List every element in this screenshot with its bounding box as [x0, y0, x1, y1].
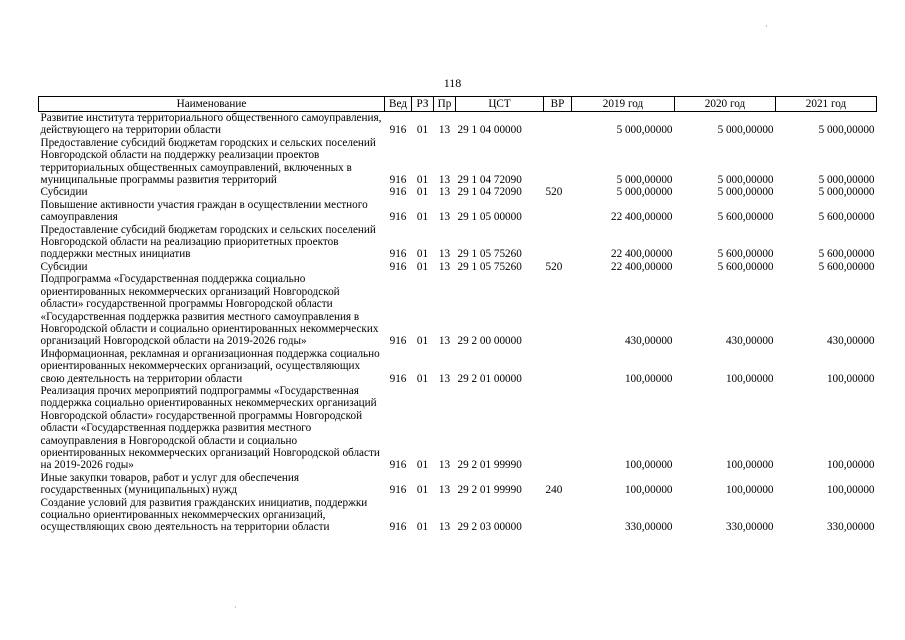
- cell-cst: 29 1 04 72090: [457, 186, 522, 199]
- scan-mark: ·: [765, 22, 768, 31]
- cell-vr: [544, 224, 572, 261]
- cell-y2021: 5 600,00000: [818, 260, 875, 273]
- cell-cst: 29 2 01 99990: [457, 484, 522, 497]
- cell-cst: 29 1 05 75260: [457, 248, 522, 261]
- cell-name: Подпрограмма «Государственная поддержка социально ориентированных некоммерческих организаций Новгородской области» государственной программы Новгородской области «Государственная поддержка развития местного самоуправления в Новгородской области и социально ориентированных некоммерческих организаций Новгородской области на 2019-2026 годы»: [40, 273, 379, 348]
- cell-y2021: 430,00000: [826, 335, 875, 348]
- cell-y2019: 100,00000: [624, 372, 673, 385]
- cell-y2019: 430,00000: [624, 335, 673, 348]
- cell-y2020: 5 600,00000: [717, 260, 774, 273]
- cell-cst: 29 1 05 00000: [457, 211, 522, 224]
- cell-y2019: 100,00000: [624, 484, 673, 497]
- cell-y2020: 5 000,00000: [717, 124, 774, 137]
- cell-y2021: 5 000,00000: [818, 174, 875, 187]
- table-row: [39, 385, 877, 472]
- cell-rz: 01: [416, 186, 429, 199]
- cell-y2020: 100,00000: [725, 372, 774, 385]
- cell-rz: 01: [416, 124, 429, 137]
- cell-pr: 13: [438, 124, 451, 137]
- column-header-2020: 2020 год: [675, 97, 776, 112]
- cell-rz: 01: [416, 521, 429, 534]
- cell-vr: [544, 112, 572, 137]
- column-header-name: Наименование: [39, 97, 385, 112]
- cell-ved: 916: [389, 174, 407, 187]
- cell-ved: 916: [389, 124, 407, 137]
- table-row: [39, 261, 877, 273]
- cell-pr: 13: [438, 248, 451, 261]
- table-row: [39, 112, 877, 137]
- cell-vr: 520: [545, 260, 563, 273]
- table-header-row: [39, 97, 877, 112]
- cell-cst: 29 1 04 72090: [457, 174, 522, 187]
- table-row: [39, 186, 877, 198]
- budget-table: [38, 96, 877, 534]
- cell-y2020: 430,00000: [725, 335, 774, 348]
- cell-y2021: 5 000,00000: [818, 124, 875, 137]
- cell-y2020: 330,00000: [725, 521, 774, 534]
- cell-name: Информационная, рекламная и организационная поддержка социально ориентированных некоммерческих организаций, осуществляющих свою деятельность на территории области: [40, 347, 380, 385]
- scan-mark: ·: [234, 603, 237, 612]
- cell-y2020: 100,00000: [725, 484, 774, 497]
- table-body: [39, 112, 877, 534]
- cell-rz: 01: [416, 248, 429, 261]
- cell-y2020: 5 000,00000: [717, 186, 774, 199]
- cell-y2020: 5 000,00000: [717, 174, 774, 187]
- table-row: [39, 199, 877, 224]
- cell-y2019: 5 000,00000: [616, 124, 673, 137]
- column-header-vr: ВР: [544, 97, 572, 112]
- table-row: [39, 224, 877, 261]
- cell-y2019: 22 400,00000: [610, 211, 673, 224]
- cell-cst: 29 2 01 00000: [457, 372, 522, 385]
- cell-rz: 01: [416, 260, 429, 273]
- column-header-2021: 2021 год: [776, 97, 877, 112]
- cell-vr: [544, 497, 572, 534]
- column-header-rz: РЗ: [412, 97, 434, 112]
- cell-ved: 916: [389, 186, 407, 199]
- cell-pr: 13: [438, 484, 451, 497]
- table-row: [39, 497, 877, 534]
- cell-pr: 13: [438, 174, 451, 187]
- cell-pr: 13: [438, 372, 451, 385]
- cell-y2019: 5 000,00000: [616, 186, 673, 199]
- cell-rz: 01: [416, 174, 429, 187]
- column-header-cst: ЦСТ: [456, 97, 544, 112]
- cell-y2021: 100,00000: [826, 459, 875, 472]
- cell-y2020: 5 600,00000: [717, 248, 774, 261]
- cell-ved: 916: [389, 211, 407, 224]
- page-number: 118: [443, 76, 462, 90]
- cell-ved: 916: [389, 372, 407, 385]
- cell-rz: 01: [416, 372, 429, 385]
- cell-name: Субсидии: [40, 186, 88, 199]
- cell-ved: 916: [389, 260, 407, 273]
- cell-y2021: 5 000,00000: [818, 186, 875, 199]
- cell-ved: 916: [389, 335, 407, 348]
- cell-pr: 13: [438, 335, 451, 348]
- cell-name: Иные закупки товаров, работ и услуг для обеспечения государственных (муниципальных) нужд: [40, 471, 300, 497]
- cell-name: Субсидии: [40, 260, 88, 273]
- table-row: [39, 137, 877, 187]
- cell-ved: 916: [389, 248, 407, 261]
- cell-y2019: 100,00000: [624, 459, 673, 472]
- cell-cst: 29 1 05 75260: [457, 260, 522, 273]
- cell-name: Предоставление субсидий бюджетам городских и сельских поселений Новгородской области на поддержку реализации проектов территориальных общественных самоуправлений, включенных в муниципальные программы развития территорий: [40, 136, 376, 187]
- cell-y2019: 22 400,00000: [610, 248, 673, 261]
- cell-cst: 29 1 04 00000: [457, 124, 522, 137]
- cell-vr: [544, 137, 572, 187]
- cell-y2019: 330,00000: [624, 521, 673, 534]
- cell-pr: 13: [438, 459, 451, 472]
- cell-pr: 13: [438, 211, 451, 224]
- cell-name: Развитие института территориального общественного самоуправления, действующего на территории области: [40, 112, 382, 137]
- cell-rz: 01: [416, 211, 429, 224]
- cell-vr: 520: [545, 186, 563, 199]
- column-header-2019: 2019 год: [572, 97, 675, 112]
- cell-y2021: 5 600,00000: [818, 211, 875, 224]
- cell-ved: 916: [389, 484, 407, 497]
- cell-y2021: 330,00000: [826, 521, 875, 534]
- cell-pr: 13: [438, 521, 451, 534]
- cell-vr: [544, 385, 572, 472]
- cell-name: Повышение активности участия граждан в осуществлении местного самоуправления: [40, 198, 368, 224]
- cell-name: Создание условий для развития гражданских инициатив, поддержки социально ориентированных некоммерческих организаций, осуществляющих свою деятельность на территории области: [40, 496, 368, 534]
- cell-y2021: 100,00000: [826, 484, 875, 497]
- cell-vr: 240: [545, 484, 563, 497]
- column-header-ved: Вед: [385, 97, 412, 112]
- cell-name: Предоставление субсидий бюджетам городских и сельских поселений Новгородской области на реализацию приоритетных проектов поддержки местных инициатив: [40, 223, 376, 261]
- cell-pr: 13: [438, 186, 451, 199]
- cell-y2021: 100,00000: [826, 372, 875, 385]
- cell-rz: 01: [416, 484, 429, 497]
- cell-ved: 916: [389, 521, 407, 534]
- cell-y2020: 5 600,00000: [717, 211, 774, 224]
- cell-vr: [544, 199, 572, 224]
- table-row: [39, 348, 877, 385]
- cell-y2020: 100,00000: [725, 459, 774, 472]
- cell-rz: 01: [416, 335, 429, 348]
- cell-cst: 29 2 01 99990: [457, 459, 522, 472]
- cell-cst: 29 2 03 00000: [457, 521, 522, 534]
- cell-ved: 916: [389, 459, 407, 472]
- cell-name: Реализация прочих мероприятий подпрограммы «Государственная поддержка социально ориентированных некоммерческих организаций Новгородской области» государственной программы Новгородской области «Государственная поддержка развития местного самоуправления в Новгородской области и социально ориентированных некоммерческих организаций Новгородской области на 2019-2026 годы»: [40, 384, 380, 472]
- cell-vr: [544, 348, 572, 385]
- cell-pr: 13: [438, 260, 451, 273]
- cell-cst: 29 2 00 00000: [457, 335, 522, 348]
- column-header-pr: Пр: [434, 97, 456, 112]
- table-row: [39, 472, 877, 497]
- cell-vr: [544, 273, 572, 347]
- table-row: [39, 273, 877, 347]
- cell-y2019: 5 000,00000: [616, 174, 673, 187]
- cell-rz: 01: [416, 459, 429, 472]
- cell-y2019: 22 400,00000: [610, 260, 673, 273]
- cell-y2021: 5 600,00000: [818, 248, 875, 261]
